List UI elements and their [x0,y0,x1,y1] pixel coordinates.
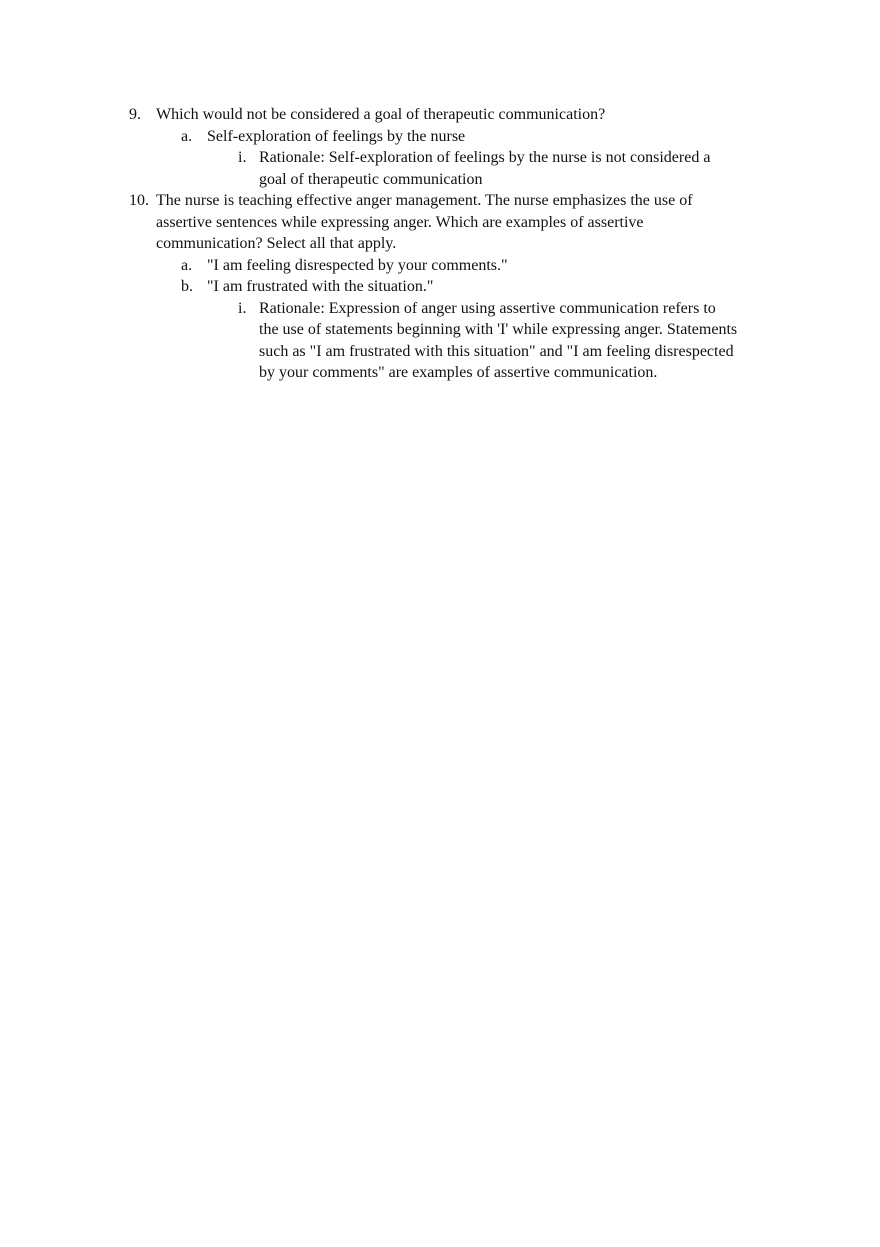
rationale-text: the use of statements beginning with 'I' while expressing anger. Statements [259,321,738,338]
rationale-text: by your comments" are examples of assertive communication. [259,364,658,381]
answer-letter: b. [181,278,193,295]
answer-letter: a. [181,256,193,274]
question-text: Which would not be considered a goal of therapeutic communication? [156,106,606,123]
question-text: communication? Select all that apply. [156,235,397,252]
rationale-numeral: i. [238,149,247,166]
answer-text: "I am frustrated with the situation." [207,278,434,295]
question-text: assertive sentences while expressing anger. Which are examples of assertive [156,213,644,231]
question-number: 9. [129,106,141,123]
question-text: The nurse is teaching effective anger management. The nurse emphasizes the use of [156,192,693,209]
answer-text: Self-exploration of feelings by the nurse [207,127,466,145]
rationale-text: goal of therapeutic communication [259,170,483,188]
answer-text: "I am feeling disrespected by your comments." [207,256,508,274]
rationale-text: such as "I am frustrated with this situation" and "I am feeling disrespected [259,342,734,360]
rationale-numeral: i. [238,299,247,317]
rationale-text: Rationale: Self-exploration of feelings by the nurse is not considered a [259,149,711,166]
question-number: 10. [129,192,149,209]
answer-letter: a. [181,127,193,145]
rationale-text: Rationale: Expression of anger using assertive communication refers to [259,299,716,317]
